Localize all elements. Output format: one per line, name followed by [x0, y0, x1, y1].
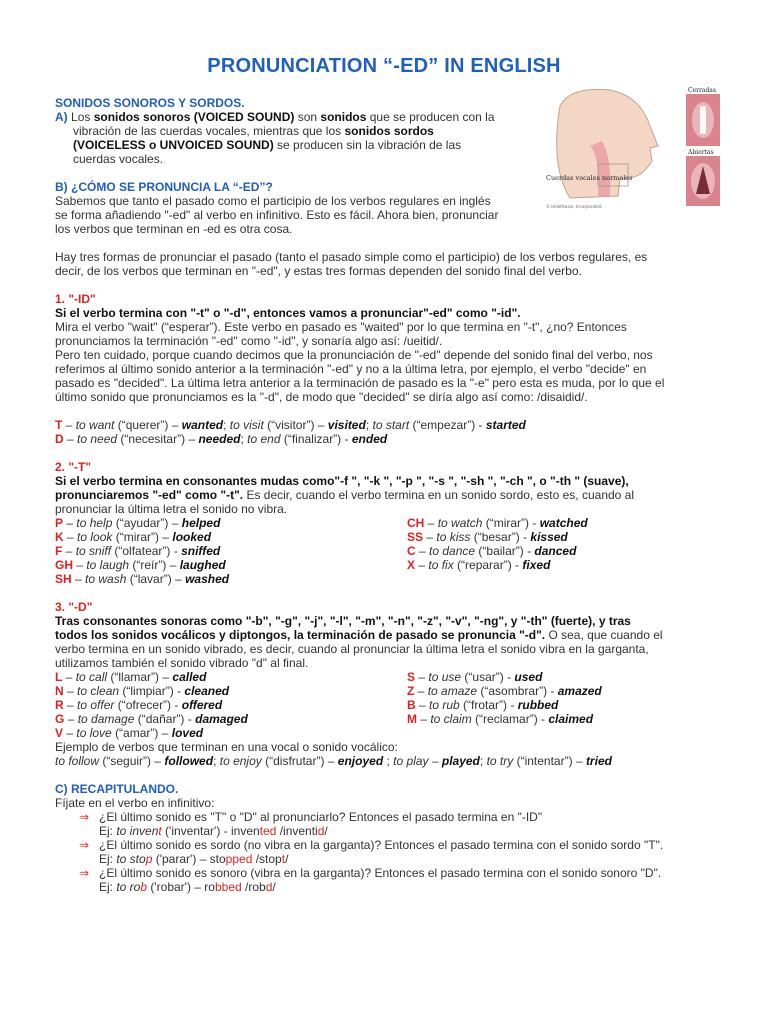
list-item: G – to damage (“dañar”) - damaged: [55, 712, 248, 726]
section-b-heading: B) ¿CÓMO SE PRONUNCIA LA “-ED”?: [55, 180, 273, 194]
recap-item-2: ⇒ ¿El último sonido es sordo (no vibra en la garganta)? Entonces el pasado termina con el sonido sordo "T".: [79, 838, 664, 852]
recap-item-3: ⇒ ¿El último sonido es sonoro (vibra en la garganta)? Entonces el pasado termina con el sonido sonoro "D".: [79, 866, 662, 880]
rule-2-bold1: Si el verbo termina en consonantes mudas como"-f ", "-k ", "-p ", "-s ", "-sh ", "-ch ", o "-th " (suave),: [55, 474, 629, 488]
rule-3-line2: todos los sonidos vocálicos y diptongos, la terminación de pasado se pronuncia "-d". O sea, que cuando el: [55, 628, 663, 642]
rule-3-heading: 3. "-D": [55, 600, 93, 614]
section-b-p2: [55, 250, 715, 278]
list-item: B – to rub (“frotar”) - rubbed: [407, 698, 559, 712]
rule-2-left-list: [55, 516, 395, 586]
recap-item-1: ⇒ ¿El último sonido es "T" o "D" al pronunciarlo? Entonces el pasado termina en "-ID": [79, 810, 543, 824]
list-item: N – to clean (“limpiar”) - cleaned: [55, 684, 230, 698]
list-item: P – to help (“ayudar”) – helped: [55, 516, 221, 530]
section-c: [55, 782, 735, 894]
list-item: Z – to amaze (“asombrar”) - amazed: [407, 684, 602, 698]
section-c-intro: Fíjate en el verbo en infinitivo:: [55, 796, 215, 810]
list-item: L – to call (“llamar”) – called: [55, 670, 207, 684]
rule-3-left-list: [55, 670, 395, 740]
arrow-icon: ⇒: [79, 838, 90, 852]
section-b-p1-line2: se forma añadiendo "-ed" al verbo en infinitivo. Esto es fácil. Ahora bien, pronunciar: [55, 208, 499, 222]
section-a-heading: SONIDOS SONOROS Y SORDOS.: [55, 96, 245, 110]
list-item: SH – to wash (“lavar”) – washed: [55, 572, 230, 586]
list-item: R – to offer (“ofrecer”) - offered: [55, 698, 223, 712]
vowel-intro: Ejemplo de verbos que terminan en una vocal o sonido vocálico:: [55, 740, 398, 754]
rule-1-line5: pasado es "decided". La última letra anterior a la terminación de pasado es la "-e" pero esta es muda, por lo que el: [55, 376, 665, 390]
list-item: SS – to kiss (“besar”) - kissed: [407, 530, 568, 544]
recap-example-3: Ej: to rob ('robar') – robbed /robd/: [99, 880, 276, 894]
section-a-line1: A) Los sonidos sonoros (VOICED SOUND) son sonidos que se producen con la: [55, 110, 495, 124]
arrow-icon: ⇒: [79, 866, 90, 880]
rule-2-line3: pronunciar la última letra el sonido no vibra.: [55, 502, 288, 516]
open-label: Abiertas: [688, 149, 714, 156]
rule-1-line2: pronunciamos la terminación "-ed" como "-id", y sonaría algo así: /ueitid/.: [55, 334, 443, 348]
rule-3-right-list: [407, 670, 737, 726]
example-row-t: T – to want (“querer”) – wanted; to visit (“visitor”) – visited; to start (“empezar”) - started: [55, 418, 526, 432]
arrow-icon: ⇒: [79, 810, 90, 824]
recap-example-1: Ej: to invent ('inventar') - invented /inventid/: [99, 824, 328, 838]
example-row-d: D – to need (“necesitar”) – needed; to end (“finalizar”) - ended: [55, 432, 388, 446]
section-b: [55, 180, 535, 236]
cords-label: Cuerdas vocales normales: [546, 174, 633, 182]
vocal-cords-illustration: [540, 86, 720, 216]
closed-label: Cerradas: [688, 87, 716, 94]
list-item: X – to fix (“reparar”) - fixed: [407, 558, 551, 572]
rule-3: [55, 600, 725, 670]
rule-1-bold: Si el verbo termina con "-t" o "-d", entonces vamos a pronunciar"-ed" como "-id".: [55, 306, 521, 320]
section-b-p2-line2: decir, de los verbos que terminan en "-ed", y estas tres formas dependen del sonido final del verbo.: [55, 264, 582, 278]
rule-1: [55, 292, 725, 404]
rule-1-line1: Mira el verbo "wait" (“esperar”). Este verbo en pasado es "waited" por lo que termina en "-t", ¿no? Entonces: [55, 320, 627, 334]
rule-2-right-list: [407, 516, 737, 572]
rule-1-line3: Pero ten cuidado, porque cuando decimos que la pronunciación de "-ed" depende del sonido final del verbo, nos: [55, 348, 653, 362]
rule-1-line4: referimos al último sonido anterior a la terminación "-ed" y no a la última letra, por ejemplo, el verbo "decide" en: [55, 362, 647, 376]
list-item: M – to claim (“reclamar”) - claimed: [407, 712, 594, 726]
section-b-p2-line1: Hay tres formas de pronunciar el pasado (tanto el pasado simple como el participio) de los verbos regulares, es: [55, 250, 648, 264]
rule-1-heading: 1. "-ID": [55, 292, 96, 306]
rule-3-line3: verbo termina en un sonido vibrado, es decir, cuando al pronunciar la última letra el sonido vibra en la garganta,: [55, 642, 649, 656]
section-c-heading: C) RECAPITULANDO.: [55, 782, 179, 796]
rule-2: [55, 460, 725, 516]
list-item: GH – to laugh (“reír”) – laughed: [55, 558, 226, 572]
credit-label: © Healthwise, Incorporated: [546, 204, 602, 209]
section-a: [55, 96, 515, 166]
rule-1-line6: último sonido que pronunciamos es la "-d", de modo que "decided" se diría algo así como: /disaidid/.: [55, 390, 588, 404]
rule-2-line2: pronunciaremos "-ed" como "-t". Es decir, cuando el verbo termina en un sonido sordo, esto es, cuando al: [55, 488, 635, 502]
section-b-p1-line1: Sabemos que tanto el pasado como el participio de los verbos regulares en inglés: [55, 194, 491, 208]
rule-3-bold1: Tras consonantes sonoras como "-b", "-g", "-j", "-l", "-m", "-n", "-z", "-v", "-ng", y "-th" (fuerte), y tras: [55, 614, 631, 628]
section-a-line4: cuerdas vocales.: [73, 152, 164, 166]
list-item: CH – to watch (“mirar”) - watched: [407, 516, 588, 530]
vowel-examples: [55, 740, 735, 768]
rule-3-line4: utilizamos también el sonido vibrado "d" al final.: [55, 656, 309, 670]
list-item: K – to look (“mirar”) – looked: [55, 530, 212, 544]
list-item: F – to sniff (“olfatear”) - sniffed: [55, 544, 221, 558]
section-a-line2: vibración de las cuerdas vocales, mientras que los sonidos sordos: [73, 124, 434, 138]
list-item: V – to love (“amar”) – loved: [55, 726, 204, 740]
page-title: PRONUNCIATION “-ED” IN ENGLISH: [207, 55, 561, 77]
list-item: C – to dance (“bailar”) - danced: [407, 544, 577, 558]
vowel-row: to follow (“seguir”) – followed; to enjoy (“disfrutar”) – enjoyed ; to play – played; to try (“intentar”) – tried: [55, 754, 612, 768]
list-item: S – to use (“usar”) - used: [407, 670, 543, 684]
section-b-p1-line3: los verbos que terminan en -ed es otra cosa.: [55, 222, 293, 236]
rule-2-heading: 2. "-T": [55, 460, 92, 474]
section-a-line3: (VOICELESS o UNVOICED SOUND) se producen sin la vibración de las: [73, 138, 462, 152]
rule-1-examples: [55, 418, 725, 446]
recap-example-2: Ej: to stop ('parar') – stopped /stopt/: [99, 852, 289, 866]
